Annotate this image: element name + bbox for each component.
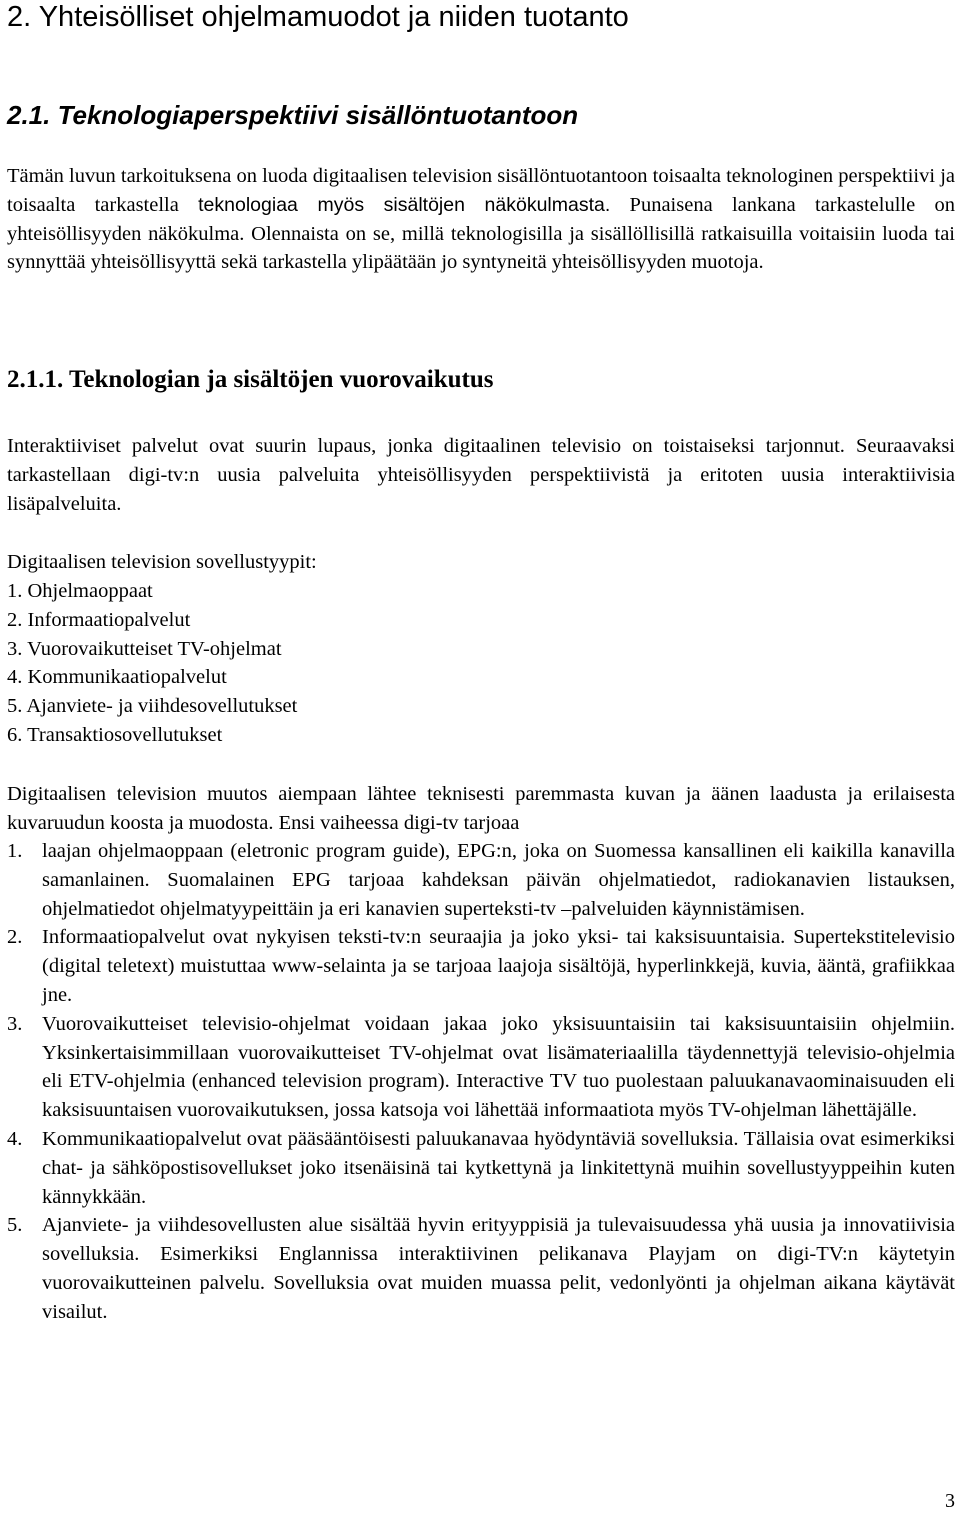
intro-paragraph bbox=[7, 162, 955, 277]
interactive-services-paragraph: Interaktiiviset palvelut ovat suurin lupaus, jonka digitaalinen televisio on toistaiseksi tarjonnut. Seuraavaksi tarkastellaan digi-tv:n uusia palveluita yhteisöllisyyden perspektiivistä ja eritoten uusia interaktiivisia lisäpalveluita. bbox=[7, 435, 955, 515]
item-text: laajan ohjelmaoppaan (eletronic program guide), EPG:n, joka on Suomessa kansallinen eli kaikilla kanavilla samanlainen. Suomalainen EPG tarjoaa kahdeksan päivän ohjelmatiedot, radiokanavien listauksen, ohjelmatiedot ohjelmatyypeittäin ja eri kanavien superteksti-tv –palveluiden käynnistämisen. bbox=[42, 840, 955, 920]
item-text: Informaatiopalvelut ovat nykyisen teksti-tv:n seuraajia ja joko yksi- tai kaksisuuntaisia. Supertekstitelevisio (digital teletext) muistuttaa www-selainta ja se tarjoaa laajoja sisältöjä, hyperlinkkejä, kuvia, ääntä, grafiikkaa jne. bbox=[42, 926, 955, 1006]
application-type-item: 2. Informaatiopalvelut bbox=[7, 608, 191, 631]
subsection-heading: 2.1.1. Teknologian ja sisältöjen vuorovaikutus bbox=[7, 366, 494, 393]
item-text: Vuorovaikutteiset televisio-ohjelmat voidaan jakaa joko yksisuuntaisiin tai kaksisuuntaisiin ohjelmiin. Yksinkertaisimmillaan vuorovaikutteiset TV-ohjelmat ovat lisämateriaalilla täydennettyjä televisio-ohjelmia eli ETV-ohjelmia (enhanced television program). Interactive TV tuo puolestaan paluukanavaominaisuuden eli kaksisuuntaisen vuorovaikutuksen, jossa katsoja voi lähettää informaatiota myös TV-ohjelman lähettäjälle. bbox=[42, 1012, 955, 1122]
item-number: 3. bbox=[7, 1012, 23, 1035]
item-number: 1. bbox=[7, 840, 23, 862]
application-type-item: 4. Kommunikaatiopalvelut bbox=[7, 666, 227, 689]
item-text: Ajanviete- ja viihdesovellusten alue sisältää hyvin erityyppisiä ja tulevaisuudessa yhä uusia ja innovatiivisia sovelluksia. Esimerkiksi Englannissa interaktiivinen pelikanava Playjam on digi-TV:n käytetyin vuorovaikutteinen palvelu. Sovelluksia ovat muiden muassa pelit, vedonlyönti ja ohjelman aikana käytävät visailut. bbox=[42, 1214, 955, 1323]
page-number: 3 bbox=[945, 1490, 955, 1512]
item-number: 5. bbox=[7, 1214, 23, 1237]
intro-text-part-2: teknologiaa myös sisältöjen näkökulmasta. bbox=[198, 193, 611, 216]
intro-text-part-1: Tämän luvun tarkoituksena on luoda digitaalisen television sisällöntuotantoon toisaalta teknologinen perspektiivi ja toisaalta tarkastella bbox=[7, 165, 955, 216]
service-detail-item bbox=[7, 837, 955, 923]
service-details-list bbox=[7, 837, 955, 1327]
change-paragraph: Digitaalisen television muutos aiempaan lähtee teknisesti paremmasta kuvan ja äänen laadusta ja erilaisesta kuvaruudun koosta ja muodosta. Ensi vaiheessa digi-tv tarjoaa bbox=[7, 783, 955, 834]
application-type-item: 1. Ohjelmaoppaat bbox=[7, 580, 153, 602]
section-heading: 2.1. Teknologiaperspektiivi sisällöntuotantoon bbox=[7, 100, 579, 130]
application-type-item: 5. Ajanviete- ja viihdesovellutukset bbox=[7, 695, 298, 718]
chapter-heading: 2. Yhteisölliset ohjelmamuodot ja niiden tuotanto bbox=[7, 1, 629, 33]
application-types-list bbox=[7, 577, 955, 750]
item-number: 4. bbox=[7, 1127, 23, 1150]
service-detail-item bbox=[7, 1010, 955, 1125]
service-detail-item bbox=[7, 1211, 955, 1326]
service-detail-item bbox=[7, 923, 955, 1009]
item-number: 2. bbox=[7, 926, 23, 949]
item-text: Kommunikaatiopalvelut ovat pääsääntöisesti paluukanavaa hyödyntäviä sovelluksia. Tällaisia ovat esimerkiksi chat- ja sähköpostisovellukset joko itsenäisinä tai kytkettynä ja linkitettynä muihin sovellustyyppeihin kuten kännykkään. bbox=[42, 1127, 955, 1208]
application-types-title: Digitaalisen television sovellustyypit: bbox=[7, 551, 317, 573]
intro-text-part-3: Punaisena lankana tarkastelulle on yhteisöllisyyden näkökulma. Olennaista on se, millä teknologisilla ja sisällöllisillä ratkaisuilla voitaisiin luoda tai synnyttää yhteisöllisyyttä sekä tarkastella ylipäätään jo syntyneitä yhteisöllisyyden muotoja. bbox=[7, 193, 955, 274]
service-detail-item bbox=[7, 1125, 955, 1211]
application-type-item: 6. Transaktiosovellutukset bbox=[7, 723, 223, 746]
application-type-item: 3. Vuorovaikutteiset TV-ohjelmat bbox=[7, 637, 282, 660]
